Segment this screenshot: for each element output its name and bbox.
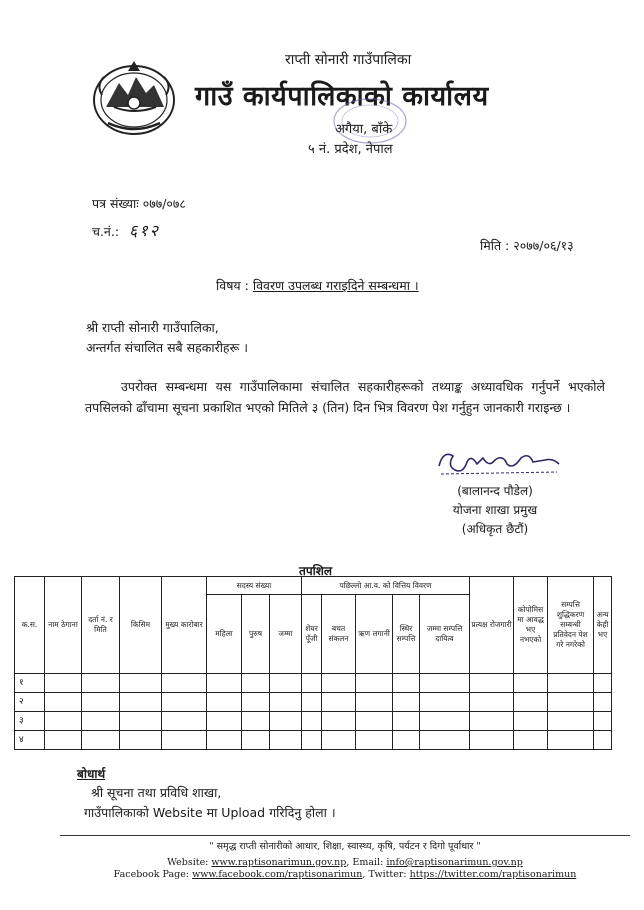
footer-social-line (60, 869, 630, 881)
signatory-rank: (अधिकृत छैटौं) (461, 522, 529, 536)
header-registration: दर्ता नं. र मिति (82, 577, 120, 674)
dispatch-number (92, 219, 160, 241)
table-row (15, 731, 612, 750)
header-direct-employment: प्रत्यक्ष रोजगारी (470, 577, 514, 674)
cc-line-1: श्री सूचना तथा प्रविधि शाखा, (91, 785, 222, 800)
dispatch-number-label: च.नं.: (92, 224, 120, 239)
dispatch-number-value: ६१२ (129, 221, 161, 240)
header-other: अन्य केही भए (594, 577, 612, 674)
signatory-block (420, 482, 570, 539)
signatory-name: (बालानन्द पौडेल) (457, 484, 533, 498)
table-title: तपशिल (299, 564, 333, 578)
header-type: किसिम (120, 577, 162, 674)
header-name-address: नाम ठेगाना (45, 577, 82, 674)
address-line-2: ५ नं. प्रदेश, नेपाल (308, 142, 393, 157)
footer-contact-line (60, 857, 630, 869)
address-line-1: अगैया, बाँके (335, 122, 393, 137)
header-loan: ऋण लगानी (356, 595, 393, 674)
footer-motto: " समृद्ध राप्ती सोनारीको आधार, शिक्षा, स्वास्थ्य, कृषि, पर्यटन र दिगो पूर्वाधार " (209, 841, 481, 852)
table-row (15, 674, 612, 693)
header-share-capital: शेयर पूँजी (302, 595, 322, 674)
details-table (14, 576, 612, 750)
office-title: गाउँ कार्यपालिकाको कार्यालय (195, 81, 489, 112)
body-paragraph: उपरोक्त सम्बन्धमा यस गाउँपालिकामा संचालित सहकारीहरूको तथ्याङ्क अध्यावधिक गर्नुपर्ने भएकोले तपसिलको ढाँचामा सूचना प्रकाशित भएको मितिले ३ (तिन) दिन भित्र विवरण पेश गर्नुहुन जानकारी गराइन्छ । (85, 379, 605, 415)
website-label: Website: (167, 857, 209, 868)
email-label: , Email: (346, 857, 384, 868)
letter-date: मिति : २०७७/०६/१३ (480, 238, 574, 253)
table-row (15, 693, 612, 712)
table-row (15, 712, 612, 731)
facebook-link[interactable]: www.facebook.com/raptisonarimun (192, 869, 363, 880)
twitter-link[interactable]: https://twitter.com/raptisonarimun (409, 869, 577, 880)
row-number: २ (15, 693, 45, 712)
letter-number: पत्र संख्याः ०७७/०७८ (92, 196, 186, 211)
row-number: ३ (15, 712, 45, 731)
email-link[interactable]: info@raptisonarimun.gov.np (386, 857, 523, 868)
addressee-line-2: अन्तर्गत संचालित सबै सहकारीहरू । (86, 340, 248, 355)
cc-heading: बोधार्थ (77, 767, 106, 781)
subject-label: विषय : (216, 278, 249, 293)
header-asset-purification: सम्पत्ति शुद्धिकरण सम्बन्धी प्रतिवेदन पेश गरे नगरेको (548, 577, 594, 674)
header-main-business: मुख्य कारोबार (162, 577, 207, 674)
facebook-label: Facebook Page: (113, 869, 190, 880)
header-copomis: कोपोमिस मा आवद्ध भए नभएको (514, 577, 548, 674)
row-number: ४ (15, 731, 45, 750)
header-female: महिला (207, 595, 242, 674)
signature-icon (433, 444, 563, 480)
header-fixed-assets: स्थिर सम्पत्ति (393, 595, 420, 674)
header-group-members: सदस्य संख्या (207, 577, 302, 595)
website-link[interactable]: www.raptisonarimun.gov.np (211, 857, 347, 868)
header-sn: क.स. (15, 577, 45, 674)
addressee (86, 318, 248, 358)
signatory-title: योजना शाखा प्रमुख (452, 503, 538, 517)
subject-line (216, 277, 419, 294)
row-number: १ (15, 674, 45, 693)
footer-divider (60, 835, 630, 836)
header-group-finance: पछिल्लो आ.व. को वित्तिय विवरण (302, 577, 470, 595)
org-subtitle: राप्ती सोनारी गाउँपालिका (285, 52, 412, 68)
subject-text: विवरण उपलब्ध गराइदिने सम्बन्धमा । (252, 278, 419, 293)
header-savings: बचत संकलन (322, 595, 356, 674)
cc-line-2: गाउँपालिकाको Website मा Upload गरिदिनु होला । (84, 805, 336, 820)
header-total: जम्मा (270, 595, 302, 674)
addressee-line-1: श्री राप्ती सोनारी गाउँपालिका, (86, 320, 219, 335)
government-emblem-icon (84, 55, 184, 140)
header-total-assets: जम्मा सम्पत्ति दायित्व (420, 595, 470, 674)
header-male: पुरुष (242, 595, 270, 674)
twitter-label: , Twitter: (362, 869, 407, 880)
